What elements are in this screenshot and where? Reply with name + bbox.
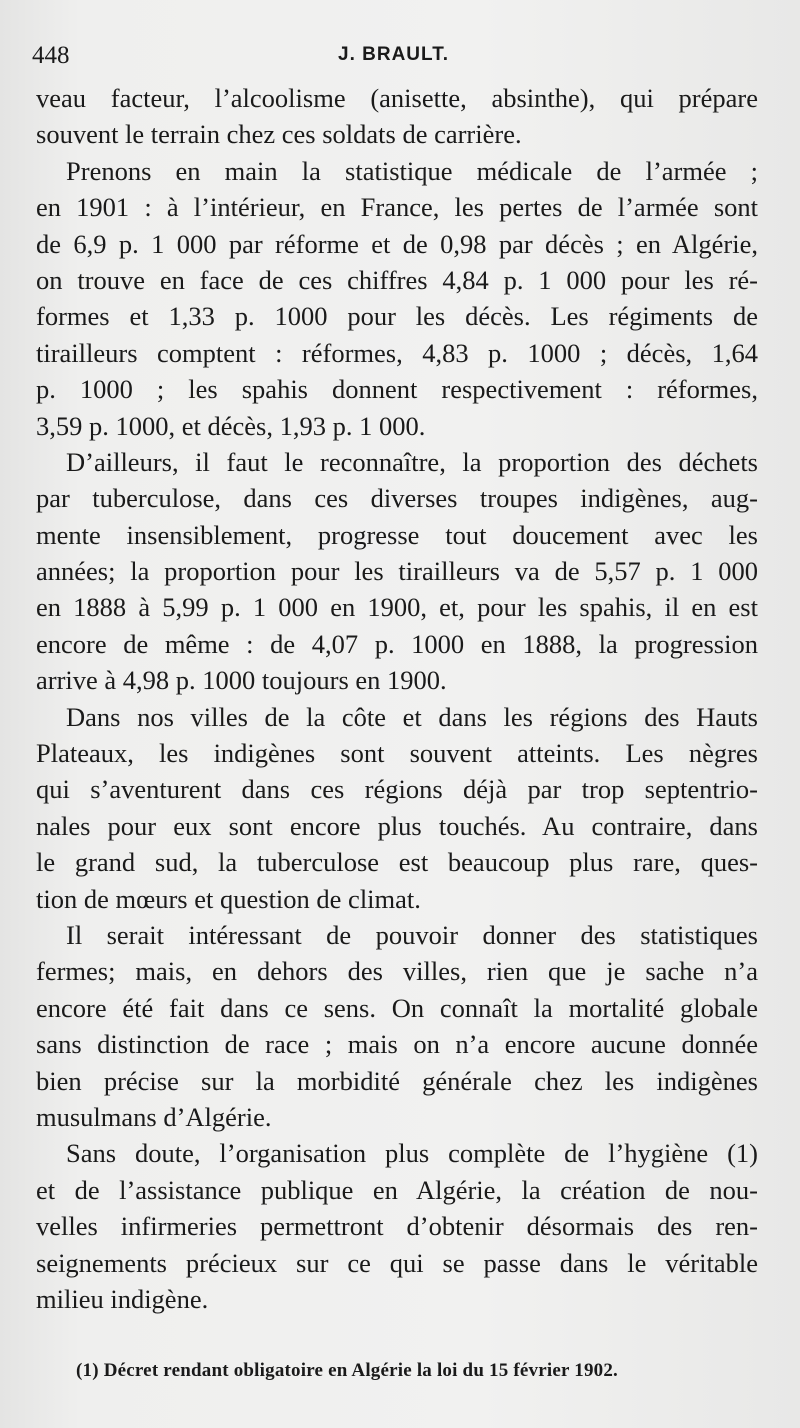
text-line: encore de même : de 4,07 p. 1000 en 1888, la progression	[36, 628, 758, 659]
text-line: on trouve en face de ces chiffres 4,84 p. 1 000 pour les ré-	[36, 264, 758, 295]
text-line: en 1888 à 5,99 p. 1 000 en 1900, et, pour les spahis, il en est	[36, 592, 758, 623]
text-line: Il serait intéressant de pouvoir donner des statistiques	[66, 919, 758, 950]
running-title: J. BRAULT.	[338, 44, 449, 65]
text-line: années; la proportion pour les tirailleurs va de 5,57 p. 1 000	[36, 556, 758, 587]
text-line: encore été fait dans ce sens. On connaît la mortalité globale	[36, 992, 758, 1023]
text-line: Dans nos villes de la côte et dans les régions des Hauts	[66, 701, 758, 732]
text-line: milieu indigène.	[36, 1283, 209, 1314]
text-line: et de l’assistance publique en Algérie, la création de nou-	[36, 1174, 758, 1205]
text-line: bien précise sur la morbidité générale chez les indigènes	[36, 1065, 758, 1096]
text-line: qui s’aventurent dans ces régions déjà par trop septentrio-	[36, 774, 758, 805]
text-line: veau facteur, l’alcoolisme (anisette, absinthe), qui prépare	[36, 83, 758, 113]
text-line: Prenons en main la statistique médicale de l’armée ;	[66, 155, 758, 186]
text-line: D’ailleurs, il faut le reconnaître, la proportion des déchets	[66, 446, 758, 477]
text-line: Sans doute, l’organisation plus complète de l’hygiène (1)	[66, 1138, 758, 1169]
text-line: musulmans d’Algérie.	[36, 1101, 272, 1132]
text-line: formes et 1,33 p. 1000 pour les décès. Les régiments de	[36, 301, 758, 332]
text-line: souvent le terrain chez ces soldats de carrière.	[36, 119, 522, 150]
text-line: de 6,9 p. 1 000 par réforme et de 0,98 par décès ; en Algérie,	[36, 228, 758, 259]
text-line: le grand sud, la tuberculose est beaucoup plus rare, ques-	[36, 847, 758, 878]
text-line: p. 1000 ; les spahis donnent respectivement : réformes,	[36, 374, 758, 405]
footnote: (1) Décret rendant obligatoire en Algérie la loi du 15 février 1902.	[76, 1360, 618, 1381]
text-line: par tuberculose, dans ces diverses troupes indigènes, aug-	[36, 483, 758, 514]
page-number: 448	[32, 42, 70, 69]
text-line: Plateaux, les indigènes sont souvent atteints. Les nègres	[36, 738, 758, 769]
text-line: fermes; mais, en dehors des villes, rien que je sache n’a	[36, 956, 758, 987]
text-line: tirailleurs comptent : réformes, 4,83 p. 1000 ; décès, 1,64	[36, 337, 758, 368]
text-line: seignements précieux sur ce qui se passe dans le véritable	[36, 1247, 758, 1278]
text-line: nales pour eux sont encore plus touchés. Au contraire, dans	[36, 810, 758, 841]
text-line: en 1901 : à l’intérieur, en France, les pertes de l’armée sont	[36, 192, 758, 223]
body-text	[36, 80, 758, 1317]
text-line: tion de mœurs et question de climat.	[36, 883, 421, 914]
text-line: sans distinction de race ; mais on n’a encore aucune donnée	[36, 1029, 758, 1060]
text-line: 3,59 p. 1000, et décès, 1,93 p. 1 000.	[36, 410, 426, 441]
text-line: velles infirmeries permettront d’obtenir désormais des ren-	[36, 1211, 758, 1242]
text-line: mente insensiblement, progresse tout doucement avec les	[36, 519, 758, 550]
running-head	[32, 42, 760, 76]
text-line: arrive à 4,98 p. 1000 toujours en 1900.	[36, 665, 447, 696]
